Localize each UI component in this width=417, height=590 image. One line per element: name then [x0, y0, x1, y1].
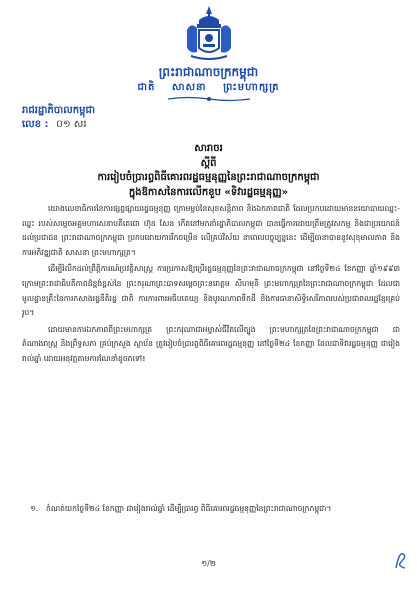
- ornamental-divider-icon: [168, 96, 250, 102]
- kingdom-name: ព្រះរាជាណាចក្រកម្ពុជា: [158, 65, 259, 79]
- motto-nation: ជាតិ: [137, 82, 156, 93]
- document-type-title: សារាចរ: [194, 143, 223, 154]
- body-paragraph: ដោយមានការឯកភាពពីព្រះមហាក្សត្រ ព្រះករុណាជាអម្ចាស់ជីវិតលើត្បូង ព្រះមហាក្សត្រនៃព្រះរាជាណាចក្រកម្ពុជា ជាតំណាងរាស្ត្រ និងព្រឹទ្ធសភា គ្រប់ក្រសួង ស្ថាប័ន ត្រូវរៀបចំប្រារព្ធពិធីគោរពរដ្ឋធម្មនុញ្ញ នៅថ្ងៃទី២៤ ខែកញ្ញា ដែលជាទិវារដ្ឋធម្មនុញ្ញ ជារៀងរាល់ឆ្នាំ ដោយអនុវត្តតាមការណែនាំដូចតទៅ៖: [22, 324, 400, 363]
- document-body: [22, 202, 400, 369]
- number-value: ០១ សរ: [56, 119, 87, 130]
- subject-label: ស្តីពី: [200, 158, 217, 169]
- issuing-office: រាជរដ្ឋាភិបាលកម្ពុជា: [22, 105, 95, 116]
- list-item-text: កំណត់យកថ្ងៃទី២៤ ខែកញ្ញា ជារៀងរាល់ឆ្នាំ ដើម្បីប្រារព្ធ ពិធីគោរពរដ្ឋធម្មនុញ្ញនៃព្រះរាជាណាចក្រកម្ពុជា។: [46, 504, 332, 513]
- body-paragraph: ដើម្បីរំលឹកដល់ព្រឹត្តិការណ៍ប្រវត្តិសាស្ត្រ ការប្រកាសឱ្យប្រើរដ្ឋធម្មនុញ្ញនៃព្រះរាជាណាចក្រកម្ពុជា នៅថ្ងៃទី២៤ ខែកញ្ញា ឆ្នាំ១៩៩៣ ក្រោមព្រះរាជាធិបតីភាពដ៏ខ្ពង់ខ្ពស់នៃ ព្រះករុណាព្រះបាទសម្តេចព្រះនរោត្តម សីហមុនី ព្រះមហាក្សត្រនៃព្រះរាជាណាចក្រកម្ពុជា ដែលជាមូលដ្ឋានគ្រឹះនៃការកសាងរដ្ឋនីតិរដ្ឋ ជាតិ ការការពារអធិបតេយ្យ និងបូរណភាពទឹកដី និងការធានាសិទ្ធិសេរីភាពរបស់ប្រជាពលរដ្ឋខ្មែរគ្រប់រូប។: [22, 264, 400, 318]
- document-number: [22, 117, 87, 132]
- subject-line-2: ក្នុងឱកាសនៃការលើកខួប «ទិវារដ្ឋធម្មនុញ្ញ»: [128, 187, 289, 198]
- royal-emblem-icon: [181, 4, 237, 62]
- handwritten-initial-icon: [393, 548, 409, 572]
- motto-king: ព្រះមហាក្សត្រ: [223, 82, 280, 93]
- number-label: លេខ :: [22, 119, 49, 130]
- national-motto: [0, 80, 417, 95]
- page-number: ១/២: [201, 559, 216, 568]
- list-item-number: ១.: [30, 504, 39, 513]
- motto-religion: សាសនា: [171, 82, 207, 93]
- body-paragraph: យោងលេខាធិការនៃការផ្សព្វផ្សាយរដ្ឋធម្មនុញ្ញ ក្រោមម្លប់នៃសុខសន្តិភាព និងឯកភាពជាតិ ដែលប្រកបដោយមាននយោបាយឈ្នះ-ឈ្នះ របស់សម្តេចអគ្គមហាសេនាបតីតេជោ ហ៊ុន សែន កើតនៅមកនាំរដ្ឋាភិបាលកម្ពុជា បានធ្វើការដោយត្រឹមត្រូវសកម្ម និងជាប្រយោជន៍ដល់ប្រជាជន ព្រះរាជាណាចក្រកម្ពុជា ប្រកបដោយការរីកចម្រើន លើគ្រប់វិស័យ នាពេលបច្ចុប្បន្ននេះ ដើម្បីធានាបាននូវសុខុមាលភាព និងការអភិវឌ្ឍជាតិ សាសនា ព្រះមហាក្សត្រ។: [22, 204, 400, 257]
- subject-line-1: ការរៀបចំប្រារព្ធពិធីគោរពរដ្ឋធម្មនុញ្ញនៃព្រះរាជាណាចក្រកម្ពុជា: [97, 172, 320, 183]
- list-item: [30, 502, 400, 516]
